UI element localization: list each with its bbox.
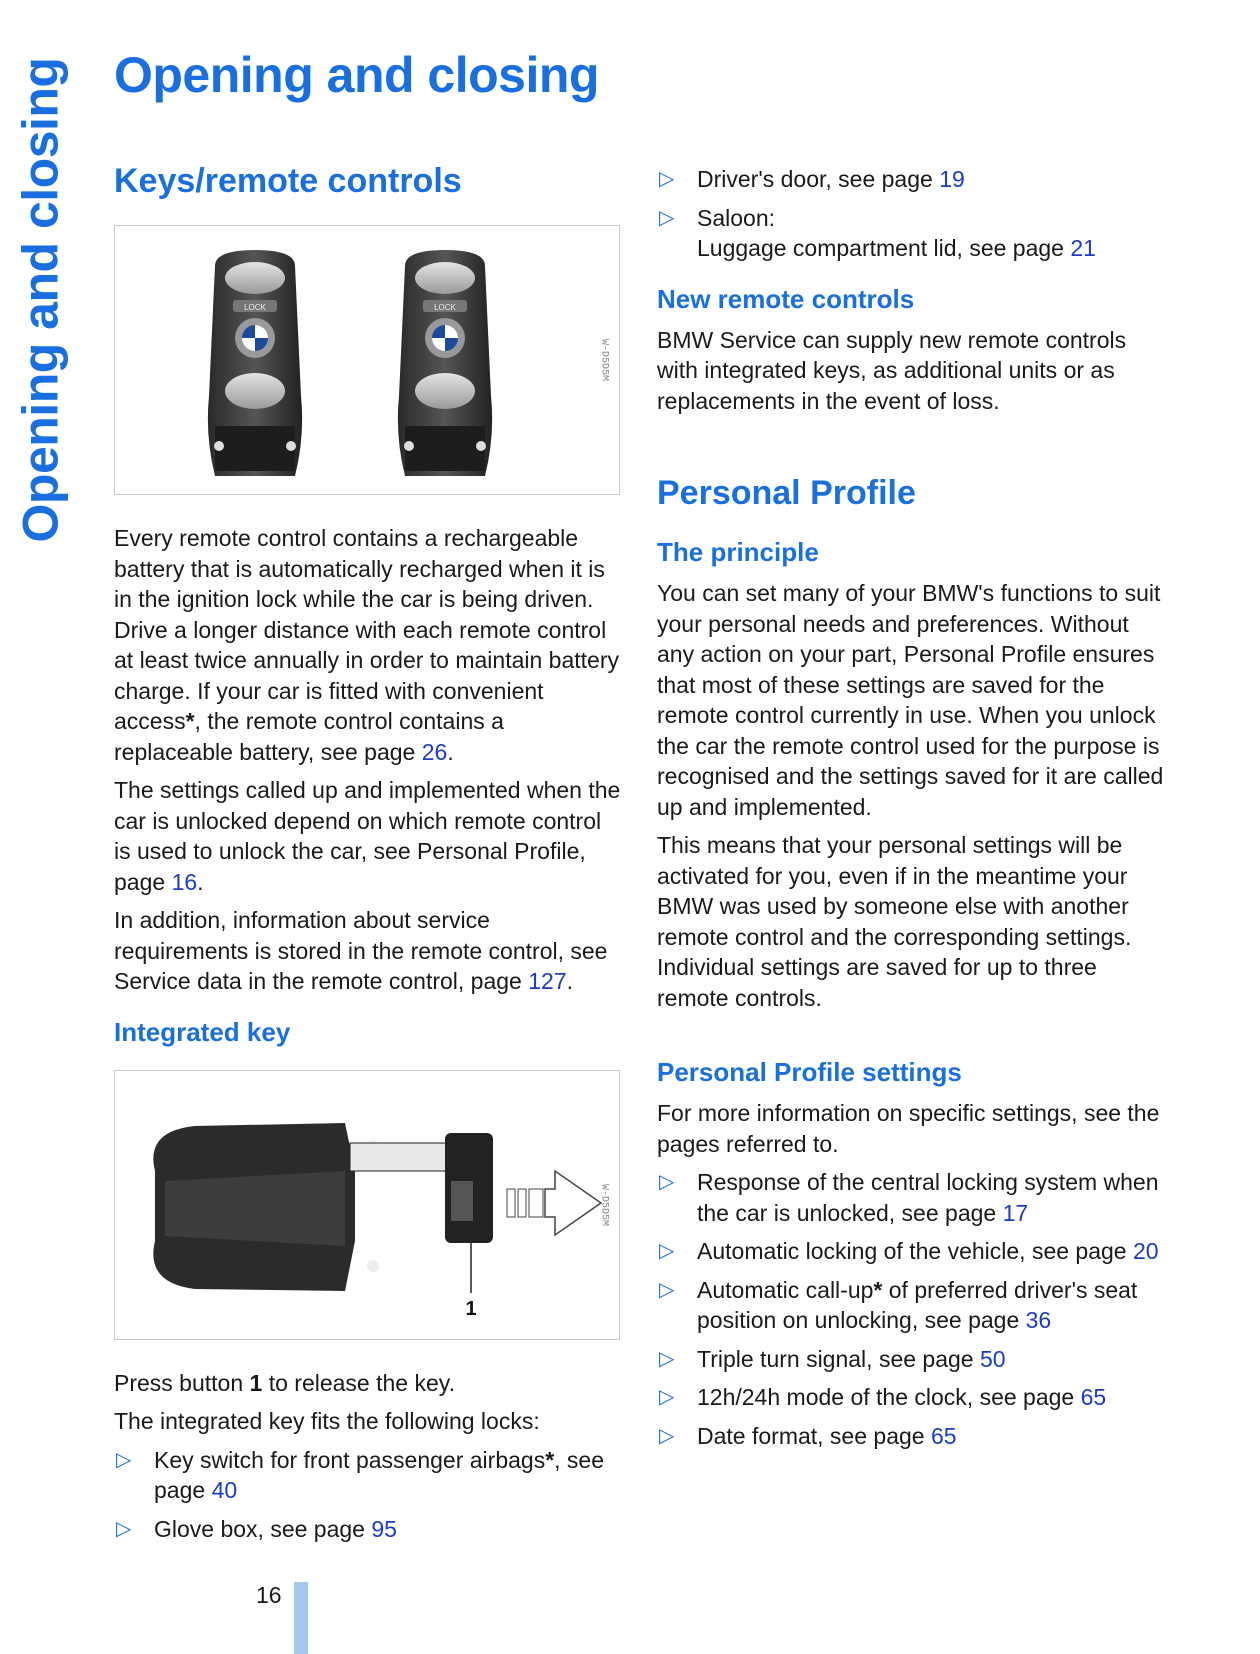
personal-profile-heading: Personal Profile: [657, 474, 916, 512]
page-link-19[interactable]: 19: [939, 166, 965, 192]
key-head: [445, 1133, 493, 1243]
right-column: [657, 164, 1167, 1459]
remote-controls-figure: [114, 225, 620, 495]
bullet-triangle-icon: ▷: [659, 1347, 675, 1370]
principle-paragraph-2: This means that your personal settings will be activated for you, even if in the meantime your BMW was used by someone else with another remote control and the corresponding settings. Individual settings are saved for up to three remote controls.: [657, 832, 1132, 1011]
page-link-20[interactable]: 20: [1132, 1238, 1159, 1264]
list-item: ▷ Saloon: Luggage compartment lid, see page 21: [659, 204, 1096, 261]
page-number-bar: [294, 1582, 308, 1654]
side-tab-label: Opening and closing: [12, 57, 68, 543]
list-item: ▷ Key switch for front passenger airbags*, see page 40: [116, 1446, 605, 1503]
key-fob: [153, 1123, 379, 1291]
keys-paragraph-3: In addition, information about service requirements is stored in the remote control, see Service data in the remote control, page 127.: [114, 907, 608, 994]
settings-list: [657, 1167, 1167, 1451]
side-tab: [8, 40, 72, 560]
bullet-triangle-icon: ▷: [116, 1517, 132, 1540]
key-blade: [350, 1143, 450, 1171]
svg-text:LOCK: LOCK: [434, 303, 456, 312]
page-link-21[interactable]: 21: [1070, 235, 1096, 261]
bullet-triangle-icon: ▷: [659, 1171, 675, 1193]
integrated-key-illustration: [115, 1071, 619, 1339]
list-item: ▷ Response of the central locking system when the car is unlocked, see page 17: [659, 1169, 1159, 1226]
list-item: ▷ Date format, see page 65: [657, 1421, 1167, 1452]
list-item: ▷ Triple turn signal, see page 50: [657, 1344, 1167, 1375]
bullet-triangle-icon: ▷: [116, 1448, 132, 1471]
page-link-16[interactable]: 16: [171, 868, 198, 895]
left-column: [114, 162, 624, 1552]
principle-paragraph-1: You can set many of your BMW's functions to suit your personal needs and preferences. Without any action on your part, Personal Profile ensures that most of these settings are saved for the remote control currently in use. When you unlock the car the remote control used for the purpose is recognised and the settings saved for it are called up and implemented.: [657, 580, 1164, 820]
list-item: ▷ Glove box, see page 95: [114, 1514, 624, 1545]
new-remote-heading: New remote controls: [657, 283, 915, 314]
press-button-text: Press button 1 to release the key.: [114, 1369, 455, 1396]
page-link-26[interactable]: 26: [421, 738, 448, 765]
page-link-50[interactable]: 50: [979, 1345, 1006, 1372]
remote-control-left: [208, 250, 302, 476]
bullet-triangle-icon: ▷: [659, 1424, 675, 1447]
page-link-17[interactable]: 17: [1002, 1199, 1029, 1226]
svg-text:LOCK: LOCK: [244, 303, 266, 312]
page-link-65[interactable]: 65: [1080, 1384, 1107, 1410]
figure-code: W-D5D5M: [598, 338, 610, 382]
principle-heading: The principle: [657, 537, 819, 567]
callout-1: 1: [465, 1297, 477, 1320]
fits-text: The integrated key fits the following locks:: [114, 1408, 540, 1434]
list-item: ▷ Automatic call-up* of preferred driver's seat position on unlocking, see page 36: [659, 1276, 1138, 1333]
integrated-key-figure: [114, 1070, 620, 1340]
remote-control-right: [398, 250, 492, 476]
bullet-triangle-icon: ▷: [659, 1240, 675, 1262]
bullet-triangle-icon: ▷: [659, 1386, 675, 1408]
list-item: ▷ Driver's door, see page 19: [657, 164, 1167, 195]
settings-heading: Personal Profile settings: [657, 1057, 962, 1087]
keys-paragraph-2: The settings called up and implemented when the car is unlocked depend on which remote control is used to unlock the car, see Personal Profile, page 16.: [114, 777, 621, 895]
locks-list-continued: [657, 164, 1167, 264]
page-link-36[interactable]: 36: [1025, 1307, 1052, 1333]
figure-code: W-D5D5M: [598, 1183, 610, 1226]
page-number: 16: [256, 1582, 282, 1608]
page-link-127[interactable]: 127: [528, 968, 567, 994]
settings-intro: For more information on specific settings, see the pages referred to.: [657, 1100, 1160, 1157]
remote-controls-illustration: [115, 226, 619, 494]
locks-list: [114, 1445, 624, 1545]
page-link-40[interactable]: 40: [211, 1477, 238, 1503]
keys-heading: Keys/remote controls: [114, 162, 462, 200]
bullet-triangle-icon: ▷: [659, 168, 675, 190]
new-remote-text: BMW Service can supply new remote controls with integrated keys, as additional units or as replacements in the event of loss.: [657, 326, 1127, 414]
release-arrow: [507, 1171, 601, 1235]
keys-paragraph-1: Every remote control contains a rechargeable battery that is automatically recharged when it is in the ignition lock while the car is being driven. Drive a longer distance with each remote control at least twice annually in order to maintain battery charge. If your car is fitted with convenient access*, the remote control contains a replaceable battery, see page 26.: [114, 525, 619, 765]
page-link-95[interactable]: 95: [371, 1515, 397, 1542]
page-link-65[interactable]: 65: [930, 1422, 957, 1449]
list-item: ▷ Automatic locking of the vehicle, see page 20: [657, 1236, 1167, 1267]
list-item: ▷ 12h/24h mode of the clock, see page 65: [657, 1382, 1167, 1413]
bullet-triangle-icon: ▷: [659, 206, 675, 229]
page-title: Opening and closing: [114, 47, 599, 103]
integrated-key-heading: Integrated key: [114, 1016, 291, 1047]
bullet-triangle-icon: ▷: [659, 1278, 675, 1301]
